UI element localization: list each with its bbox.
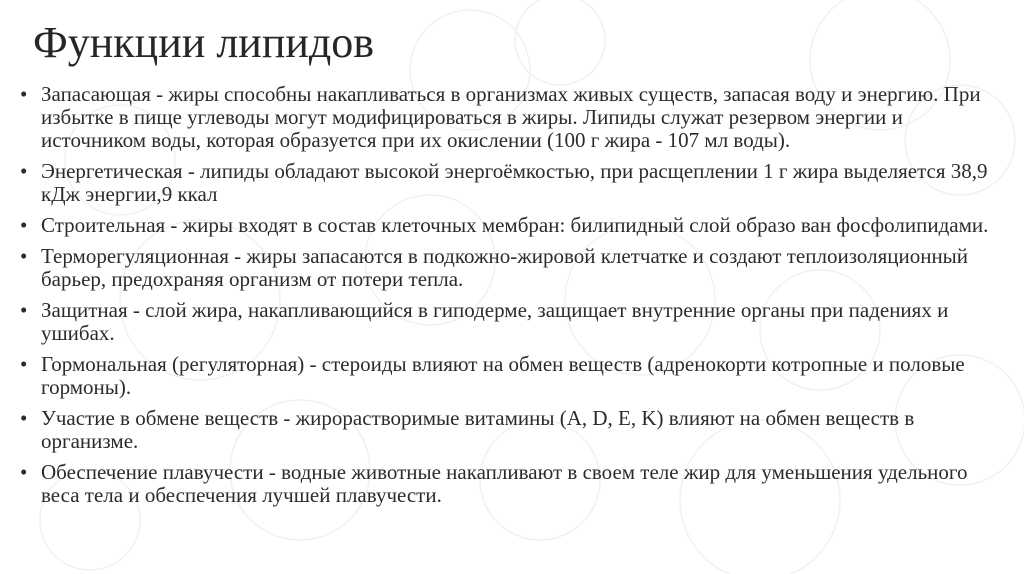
bullet-text: Запасающая - жиры способны накапливаться в организмах живых существ, запасая воду и энергию. При избытке в пище углеводы могут модифицироваться в жиры. Липиды служат резервом энергии и источником воды, которая образуется при их окислении (100 г жира - 107 мл воды). <box>41 82 981 152</box>
bullet-item <box>20 160 1005 206</box>
bullet-list <box>20 83 1005 515</box>
bullet-text: Строительная - жиры входят в состав клеточных мембран: билипидный слой образо ван фосфолипидами. <box>41 213 989 237</box>
bullet-text: Гормональная (регуляторная) - стероиды влияют на обмен веществ (адренокорти котропные и половые гормоны). <box>41 352 965 399</box>
bullet-item <box>20 353 1005 399</box>
bullet-item <box>20 299 1005 345</box>
bullet-marker: • <box>20 159 28 183</box>
bullet-item <box>20 214 1005 237</box>
bullet-item <box>20 245 1005 291</box>
bullet-marker: • <box>20 213 28 237</box>
bullet-text: Обеспечение плавучести - водные животные накапливают в своем теле жир для уменьшения удельного веса тела и обеспечения лучшей плавучести. <box>41 460 968 507</box>
bullet-marker: • <box>20 82 28 106</box>
slide-title: Функции липидов <box>33 18 375 67</box>
bullet-text: Участие в обмене веществ - жирорастворимые витамины (A, D, E, K) влияют на обмен веществ в организме. <box>41 406 915 453</box>
bullet-marker: • <box>20 460 28 484</box>
bullet-marker: • <box>20 244 28 268</box>
bullet-marker: • <box>20 352 28 376</box>
bullet-text: Энергетическая - липиды обладают высокой энергоёмкостью, при расщеплении 1 г жира выделяется 38,9 кДж энергии,9 ккал <box>41 159 988 206</box>
bullet-marker: • <box>20 406 28 430</box>
bullet-text: Защитная - слой жира, накапливающийся в гиподерме, защищает внутренние органы при падениях и ушибах. <box>41 298 949 345</box>
bullet-item <box>20 407 1005 453</box>
bullet-marker: • <box>20 298 28 322</box>
bullet-item <box>20 83 1005 152</box>
bullet-item <box>20 461 1005 507</box>
bullet-text: Терморегуляционная - жиры запасаются в подкожно-жировой клетчатке и создают теплоизоляционный барьер, предохраняя организм от потери тепла. <box>41 244 969 291</box>
